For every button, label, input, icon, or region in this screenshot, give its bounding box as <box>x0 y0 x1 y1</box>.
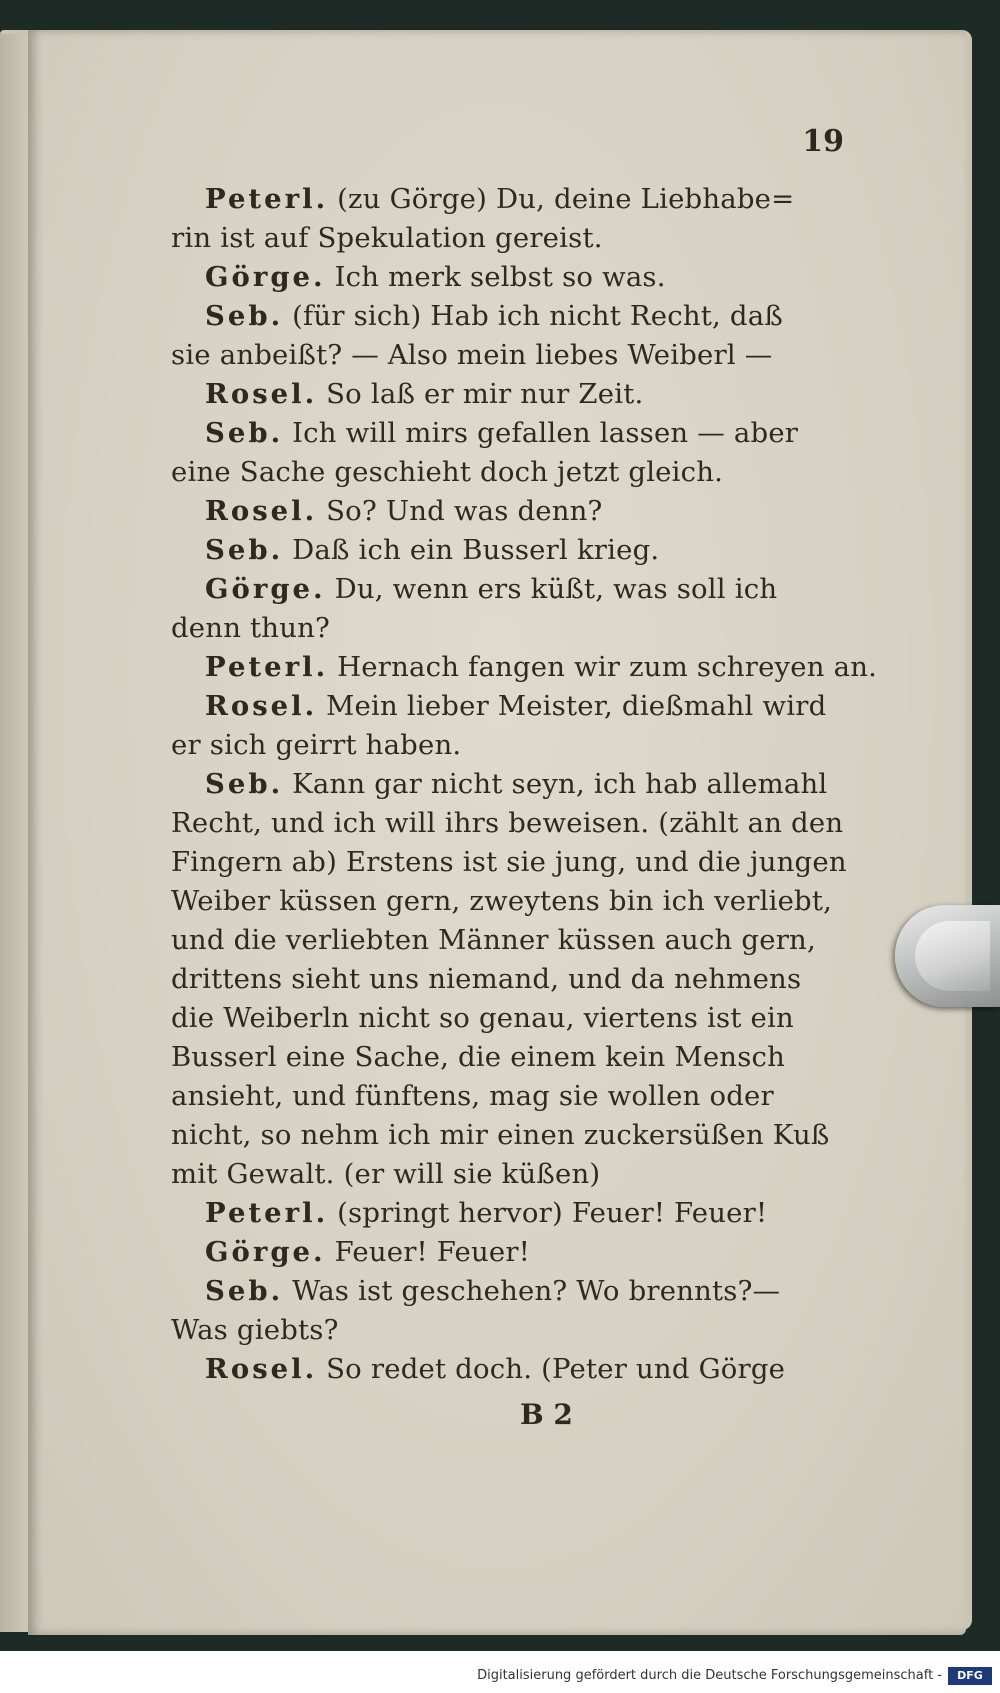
line-text: Ich merk selbst so was. <box>325 261 666 293</box>
text-line <box>171 336 821 375</box>
signature-mark: B 2 <box>520 1398 573 1431</box>
text-line <box>171 180 821 219</box>
text-line <box>171 297 821 336</box>
text-line <box>171 765 828 804</box>
text-line <box>171 258 821 297</box>
text-line <box>171 999 821 1038</box>
line-text: drittens sieht uns niemand, und da nehmens <box>171 963 802 995</box>
line-text: So redet doch. (Peter und Görge <box>317 1353 786 1385</box>
line-text: So laß er mir nur Zeit. <box>317 378 644 410</box>
text-line <box>171 1038 821 1077</box>
speaker-name: Seb. <box>205 417 284 449</box>
line-text: Fingern ab) Erstens ist sie jung, und die jungen <box>171 846 847 878</box>
speaker-name: Seb. <box>205 300 284 332</box>
text-line <box>171 1311 821 1350</box>
text-line <box>171 687 827 726</box>
text-line <box>171 375 821 414</box>
text-line <box>171 960 821 999</box>
text-line <box>171 609 821 648</box>
text-line <box>171 414 821 453</box>
line-text: (zu Görge) Du, deine Liebhabe= <box>328 183 795 215</box>
text-line <box>171 1194 821 1233</box>
line-text: Weiber küssen gern, zweytens bin ich verliebt, <box>171 885 833 917</box>
speaker-name: Rosel. <box>205 690 318 722</box>
line-text: Feuer! Feuer! <box>325 1236 530 1268</box>
text-line <box>171 453 821 492</box>
text-line <box>171 804 844 843</box>
line-text: Was giebts? <box>171 1314 339 1346</box>
line-text: Hernach fangen wir zum schreyen an. <box>328 651 878 683</box>
line-text: (für sich) Hab ich nicht Recht, daß <box>283 300 783 332</box>
text-line <box>171 1155 821 1194</box>
speaker-name: Peterl. <box>205 651 329 683</box>
text-line <box>171 843 847 882</box>
speaker-name: Peterl. <box>205 183 329 215</box>
text-line <box>171 1116 830 1155</box>
text-line <box>171 726 821 765</box>
page-text <box>171 180 878 1389</box>
line-text: rin ist auf Spekulation gereist. <box>171 222 603 254</box>
text-line <box>171 921 821 960</box>
line-text: Kann gar nicht seyn, ich hab allemahl <box>283 768 828 800</box>
text-line <box>171 1077 821 1116</box>
line-text: Busserl eine Sache, die einem kein Mensch <box>171 1041 786 1073</box>
text-line <box>171 882 833 921</box>
speaker-name: Görge. <box>205 261 326 293</box>
line-text: (springt hervor) Feuer! Feuer! <box>328 1197 768 1229</box>
page-number: 19 <box>802 124 844 159</box>
line-text: Daß ich ein Busserl krieg. <box>283 534 660 566</box>
line-text: Du, wenn ers küßt, was soll ich <box>325 573 778 605</box>
text-line <box>171 648 878 687</box>
text-line <box>171 1272 821 1311</box>
line-text: Ich will mirs gefallen lassen — aber <box>283 417 799 449</box>
line-text: ansieht, und fünftens, mag sie wollen oder <box>171 1080 774 1112</box>
speaker-name: Görge. <box>205 1236 326 1268</box>
line-text: er sich geirrt haben. <box>171 729 462 761</box>
speaker-name: Rosel. <box>205 495 318 527</box>
speaker-name: Seb. <box>205 768 284 800</box>
line-text: sie anbeißt? — Also mein liebes Weiberl — <box>171 339 773 371</box>
text-line <box>171 570 821 609</box>
line-text: Was ist geschehen? Wo brennts?— <box>283 1275 781 1307</box>
page-holder-clip-inner <box>915 921 990 991</box>
line-text: mit Gewalt. (er will sie küßen) <box>171 1158 601 1190</box>
dfg-logo: DFG <box>948 1667 992 1685</box>
line-text: nicht, so nehm ich mir einen zuckersüßen Kuß <box>171 1119 830 1151</box>
speaker-name: Görge. <box>205 573 326 605</box>
text-line <box>171 1350 821 1389</box>
attribution-text: Digitalisierung gefördert durch die Deutsche Forschungsgemeinschaft - <box>477 1668 942 1683</box>
text-line <box>171 1233 821 1272</box>
line-text: die Weiberln nicht so genau, viertens ist ein <box>171 1002 794 1034</box>
text-line <box>171 492 821 531</box>
speaker-name: Seb. <box>205 1275 284 1307</box>
line-text: So? Und was denn? <box>317 495 603 527</box>
line-text: denn thun? <box>171 612 330 644</box>
text-line <box>171 219 821 258</box>
page-holder-clip <box>895 905 1000 1007</box>
speaker-name: Rosel. <box>205 378 318 410</box>
line-text: und die verliebten Männer küssen auch gern, <box>171 924 816 956</box>
line-text: Recht, und ich will ihrs beweisen. (zählt an den <box>171 807 844 839</box>
speaker-name: Seb. <box>205 534 284 566</box>
line-text: Mein lieber Meister, dießmahl wird <box>317 690 827 722</box>
line-text: eine Sache geschieht doch jetzt gleich. <box>171 456 724 488</box>
speaker-name: Peterl. <box>205 1197 329 1229</box>
text-line <box>171 531 821 570</box>
speaker-name: Rosel. <box>205 1353 318 1385</box>
